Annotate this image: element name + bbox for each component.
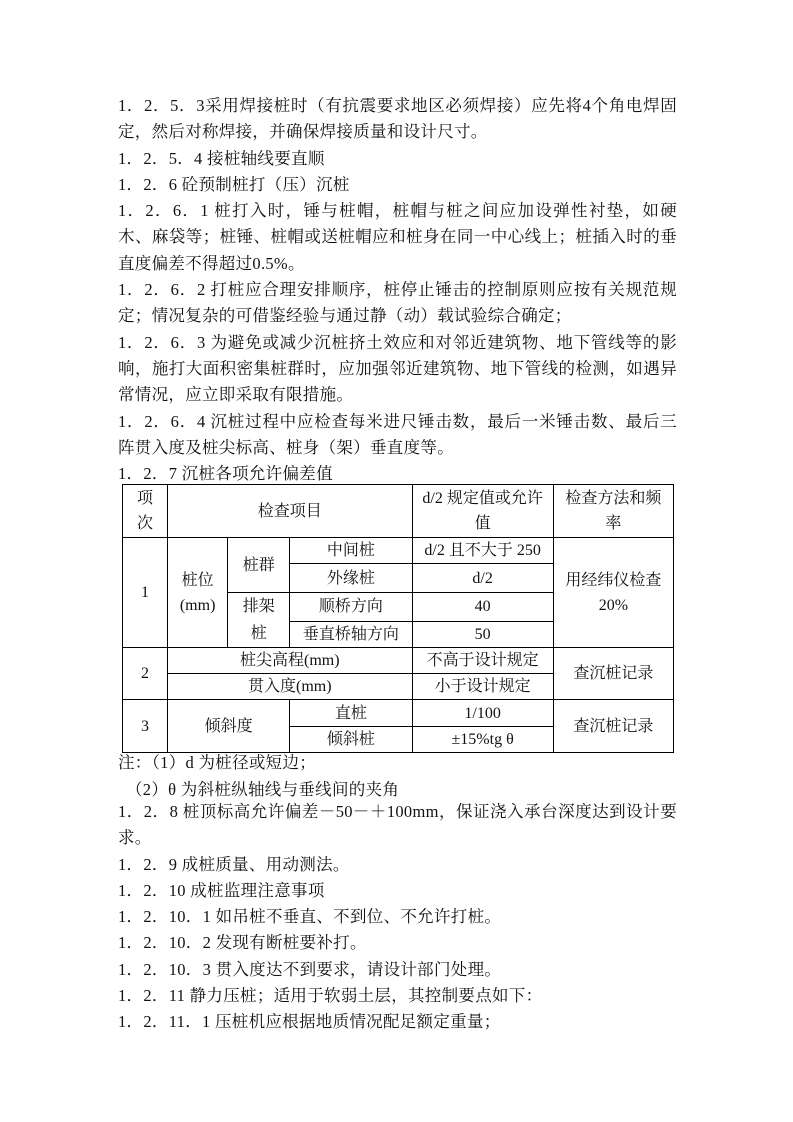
paragraph-1-2-10-3: 1．2．10．3 贯入度达不到要求，请设计部门处理。	[118, 959, 502, 979]
table-row	[123, 538, 674, 564]
cell-straight-pile: 直桩	[290, 700, 412, 727]
paragraph-1-2-6-2: 1．2．6．2 打桩应合理安排顺序，桩停止锤击的控制原则应按有关规范规定；情况复杂的可借鉴经验与通过静（动）载试验综合确定；	[118, 280, 677, 326]
cell-middle-pile-value: d/2 且不大于 250	[412, 538, 553, 564]
deviation-table	[122, 484, 674, 753]
cell-row2-index: 2	[123, 648, 168, 700]
paragraph-1-2-6-3: 1．2．6．3 为避免或减少沉桩挤土效应和对邻近建筑物、地下管线等的影响，施打大面积密集桩群时，应加强邻近建筑物、地下管线的检测，如遇异常情况，应立即采取有限措施。	[118, 332, 677, 405]
cell-pile-tip-elevation-value: 不高于设计规定	[412, 648, 553, 674]
cell-edge-pile: 外缘桩	[290, 564, 412, 593]
header-cell-index	[123, 485, 168, 538]
cell-pile-tip-elevation: 桩尖高程(mm)	[168, 648, 412, 674]
header-cell-item: 检查项目	[168, 485, 412, 538]
cell-row3-index: 3	[123, 700, 168, 753]
paragraph-1-2-6-1: 1．2．6．1 桩打入时，锤与桩帽，桩帽与桩之间应加设弹性衬垫，如硬木、麻袋等；桩锤、桩帽或送桩帽应和桩身在同一中心线上；桩插入时的垂直度偏差不得超过0.5%。	[118, 201, 677, 273]
cell-row1-index: 1	[123, 538, 168, 648]
cell-row2-method: 查沉桩记录	[553, 648, 673, 700]
cell-row3-method: 查沉桩记录	[553, 700, 673, 753]
cell-edge-pile-value: d/2	[412, 564, 553, 593]
bottom-text-block	[118, 799, 677, 1036]
cell-penetration-value: 小于设计规定	[412, 674, 553, 700]
cell-perpendicular-axis: 垂直桥轴方向	[290, 621, 412, 647]
cell-inclined-pile-value: ±15%tg θ	[412, 727, 553, 753]
note-1: 注：（1）d 为桩径或短边；	[118, 753, 317, 772]
paragraph-1-2-5-3: 1．2．5．3采用焊接桩时（有抗震要求地区必须焊接）应先将4个角电焊固定，然后对称焊接，并确保焊接质量和设计尺寸。	[118, 96, 677, 142]
paragraph-1-2-7-title: 1．2．7 沉桩各项允许偏差值	[118, 464, 333, 484]
table-row	[123, 648, 674, 674]
table-row	[123, 700, 674, 727]
paragraph-1-2-11-1: 1．2．11．1 压桩机应根据地质情况配足额定重量；	[118, 1012, 501, 1032]
cell-row1-item: 桩位(mm)	[168, 538, 228, 648]
cell-inclined-pile: 倾斜桩	[290, 727, 412, 753]
table-notes-block	[118, 749, 677, 804]
bent-pile-label: 排架桩	[242, 598, 275, 642]
paragraph-1-2-10-1: 1．2．10．1 如吊桩不垂直、不到位、不允许打桩。	[118, 907, 502, 927]
cell-perpendicular-axis-value: 50	[412, 621, 553, 647]
paragraph-1-2-11: 1．2．11 静力压桩；适用于软弱土层，其控制要点如下：	[118, 986, 543, 1006]
top-text-block	[118, 93, 677, 487]
cell-straight-pile-value: 1/100	[412, 700, 553, 727]
cell-bent-pile	[228, 593, 290, 648]
cell-middle-pile: 中间桩	[290, 538, 412, 564]
cell-pile-group: 桩群	[228, 538, 290, 593]
note-2: （2）θ 为斜桩纵轴线与垂线间的夹角	[126, 780, 400, 800]
cell-row1-method: 用经纬仪检查 20%	[553, 538, 673, 648]
paragraph-1-2-5-4: 1．2．5．4 接桩轴线要直顺	[118, 148, 325, 168]
paragraph-1-2-10-2: 1．2．10．2 发现有断桩要补打。	[118, 933, 367, 953]
cell-penetration: 贯入度(mm)	[168, 674, 412, 700]
cell-along-bridge-value: 40	[412, 593, 553, 622]
cell-inclination: 倾斜度	[168, 700, 290, 753]
paragraph-1-2-9: 1．2．9 成桩质量、用动测法。	[118, 854, 350, 874]
paragraph-1-2-8: 1．2．8 桩顶标高允许偏差－50－＋100mm，保证浇入承台深度达到设计要求。	[118, 802, 677, 848]
paragraph-1-2-10: 1．2．10 成桩监理注意事项	[118, 880, 325, 900]
table-header-row	[123, 485, 674, 538]
paragraph-1-2-6-4: 1．2．6．4 沉桩过程中应检查每米进尺锤击数，最后一米锤击数、最后三阵贯入度及桩尖标高、桩身（架）垂直度等。	[118, 411, 677, 457]
header-index-label: 项次	[137, 490, 154, 532]
cell-along-bridge: 顺桥方向	[290, 593, 412, 622]
header-cell-method: 检查方法和频率	[553, 485, 673, 538]
header-cell-value: d/2 规定值或允许值	[412, 485, 553, 538]
paragraph-1-2-6: 1．2．6 砼预制桩打（压）沉桩	[118, 174, 350, 194]
